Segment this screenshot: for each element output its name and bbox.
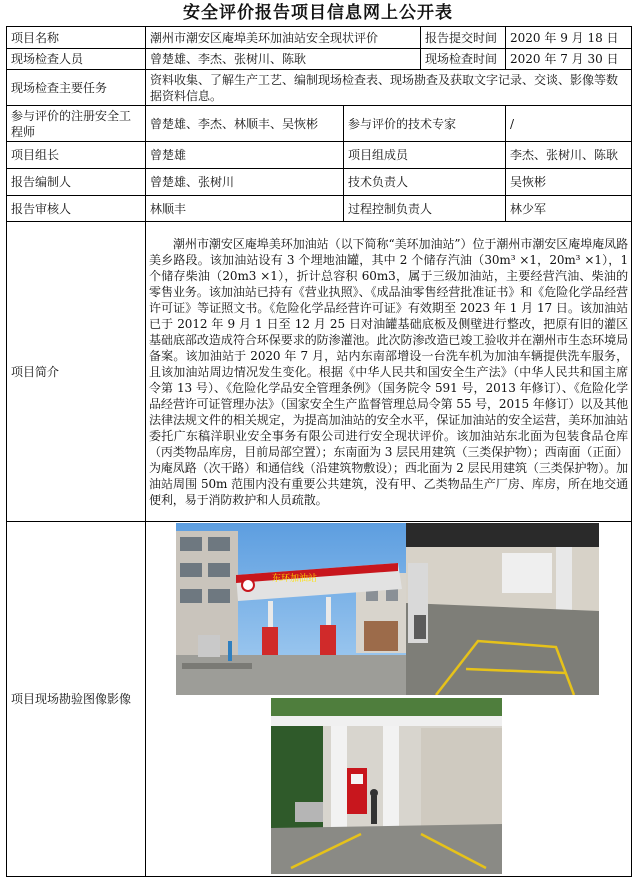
table-row xyxy=(7,196,632,222)
value-tech-lead: 吴恢彬 xyxy=(506,169,632,196)
value-inspect-time: 2020 年 7 月 30 日 xyxy=(506,49,632,70)
canopy-signage: 东环加油站 xyxy=(272,574,318,584)
label-tech-lead: 技术负责人 xyxy=(344,169,506,196)
table-row xyxy=(7,222,632,522)
label-engineers: 参与评价的注册安全工程师 xyxy=(7,106,146,142)
table-row xyxy=(7,27,632,49)
site-photo-forecourt xyxy=(406,523,599,695)
value-intro: 潮州市潮安区庵埠美环加油站（以下简称“美环加油站”）位于潮州市潮安区庵埠庵凤路美乡路段。该加油站设有 3 个埋地油罐，其中 2 个储存汽油（30m³ ×1，20m³ ×1），1 个储存柴油（20m3 ×1），折计总容积 60m3，属于三级加油站，主要经营汽油、柴油的零售业务。该加油站已持有《营业执照》、《成品油零售经营批准证书》和《危险化学品经营许可证》等证照文书。《危险化学品经营许可证》有效期至 2023 年 1 月 17 日。该加油站已于 2012 年 9 月 1 日至 12 月 25 日对油罐基础底板及侧壁进行整改，把原有旧的灌区基础底部改造成符合环保要求的防渗灌池。此次防渗改造已竣工验收并在潮州市生态环境局备案。该加油站于 2020 年 7 月，站内东南部增设一台洗车机为加油车辆提供洗车服务，且该加油站周边情况发生变化。根据《中华人民共和国安全生产法》（中华人民共和国主席令第 13 号）、《危险化学品安全管理条例》（国务院令 591 号，2013 年修订）、《危险化学品经营许可证管理办法》（国家安全生产监督管理总局令第 55 号，2015 年修订）以及其他法律法规文件的相关规定，为提高加油站的安全水平，保证加油站的安全运营，美环加油站委托广东稿洋职业安全事务有限公司进行安全现状评价。该加油站东北面为包装食品仓库（丙类物品库房，目前局部空置）；东南面为 3 层民用建筑（三类保护物）；西南面（正面）为庵凤路（次干路）和通信线（沿建筑物敷设）；西北面为 2 层民用建筑（三类保护物）。加油站周围 50m 范围内没有重要公共建筑，没有甲、乙类物品生产厂房、库房，所在地交通便利，易于消防救护和人员疏散。 xyxy=(146,222,632,522)
label-inspectors: 现场检查人员 xyxy=(7,49,146,70)
table-row xyxy=(7,169,632,196)
label-intro: 项目简介 xyxy=(7,222,146,522)
table-row xyxy=(7,70,632,106)
label-process-lead: 过程控制负责人 xyxy=(344,196,506,222)
label-tasks: 现场检查主要任务 xyxy=(7,70,146,106)
label-members: 项目组成员 xyxy=(344,142,506,169)
value-process-lead: 林少军 xyxy=(506,196,632,222)
label-author: 报告编制人 xyxy=(7,169,146,196)
value-experts: / xyxy=(506,106,632,142)
label-experts: 参与评价的技术专家 xyxy=(344,106,506,142)
value-leader: 曾楚雄 xyxy=(146,142,344,169)
page-title: 安全评价报告项目信息网上公开表 xyxy=(183,3,453,23)
value-reviewer: 林顺丰 xyxy=(146,196,344,222)
table-row xyxy=(7,106,632,142)
value-engineers: 曾楚雄、李杰、林顺丰、吴恢彬 xyxy=(146,106,344,142)
value-members: 李杰、张树川、陈耿 xyxy=(506,142,632,169)
label-submit-time: 报告提交时间 xyxy=(421,27,506,49)
table-row xyxy=(7,142,632,169)
info-table xyxy=(6,26,632,877)
value-project-name: 潮州市潮安区庵埠美环加油站安全现状评价 xyxy=(146,27,421,49)
value-inspectors: 曾楚雄、李杰、张树川、陈耿 xyxy=(146,49,421,70)
value-submit-time: 2020 年 9 月 18 日 xyxy=(506,27,632,49)
label-project-name: 项目名称 xyxy=(7,27,146,49)
site-photo-canopy xyxy=(176,523,406,695)
label-leader: 项目组长 xyxy=(7,142,146,169)
table-row xyxy=(7,522,632,877)
label-reviewer: 报告审核人 xyxy=(7,196,146,222)
label-inspect-time: 现场检查时间 xyxy=(421,49,506,70)
photo-cell xyxy=(146,522,632,877)
table-row xyxy=(7,49,632,70)
value-author: 曾楚雄、张树川 xyxy=(146,169,344,196)
label-photos: 项目现场勘验图像影像 xyxy=(7,522,146,877)
site-photo-pumps xyxy=(271,698,502,874)
value-tasks: 资料收集、了解生产工艺、编制现场检查表、现场勘查及获取文字记录、交谈、影像等数据资料信息。 xyxy=(146,70,632,106)
